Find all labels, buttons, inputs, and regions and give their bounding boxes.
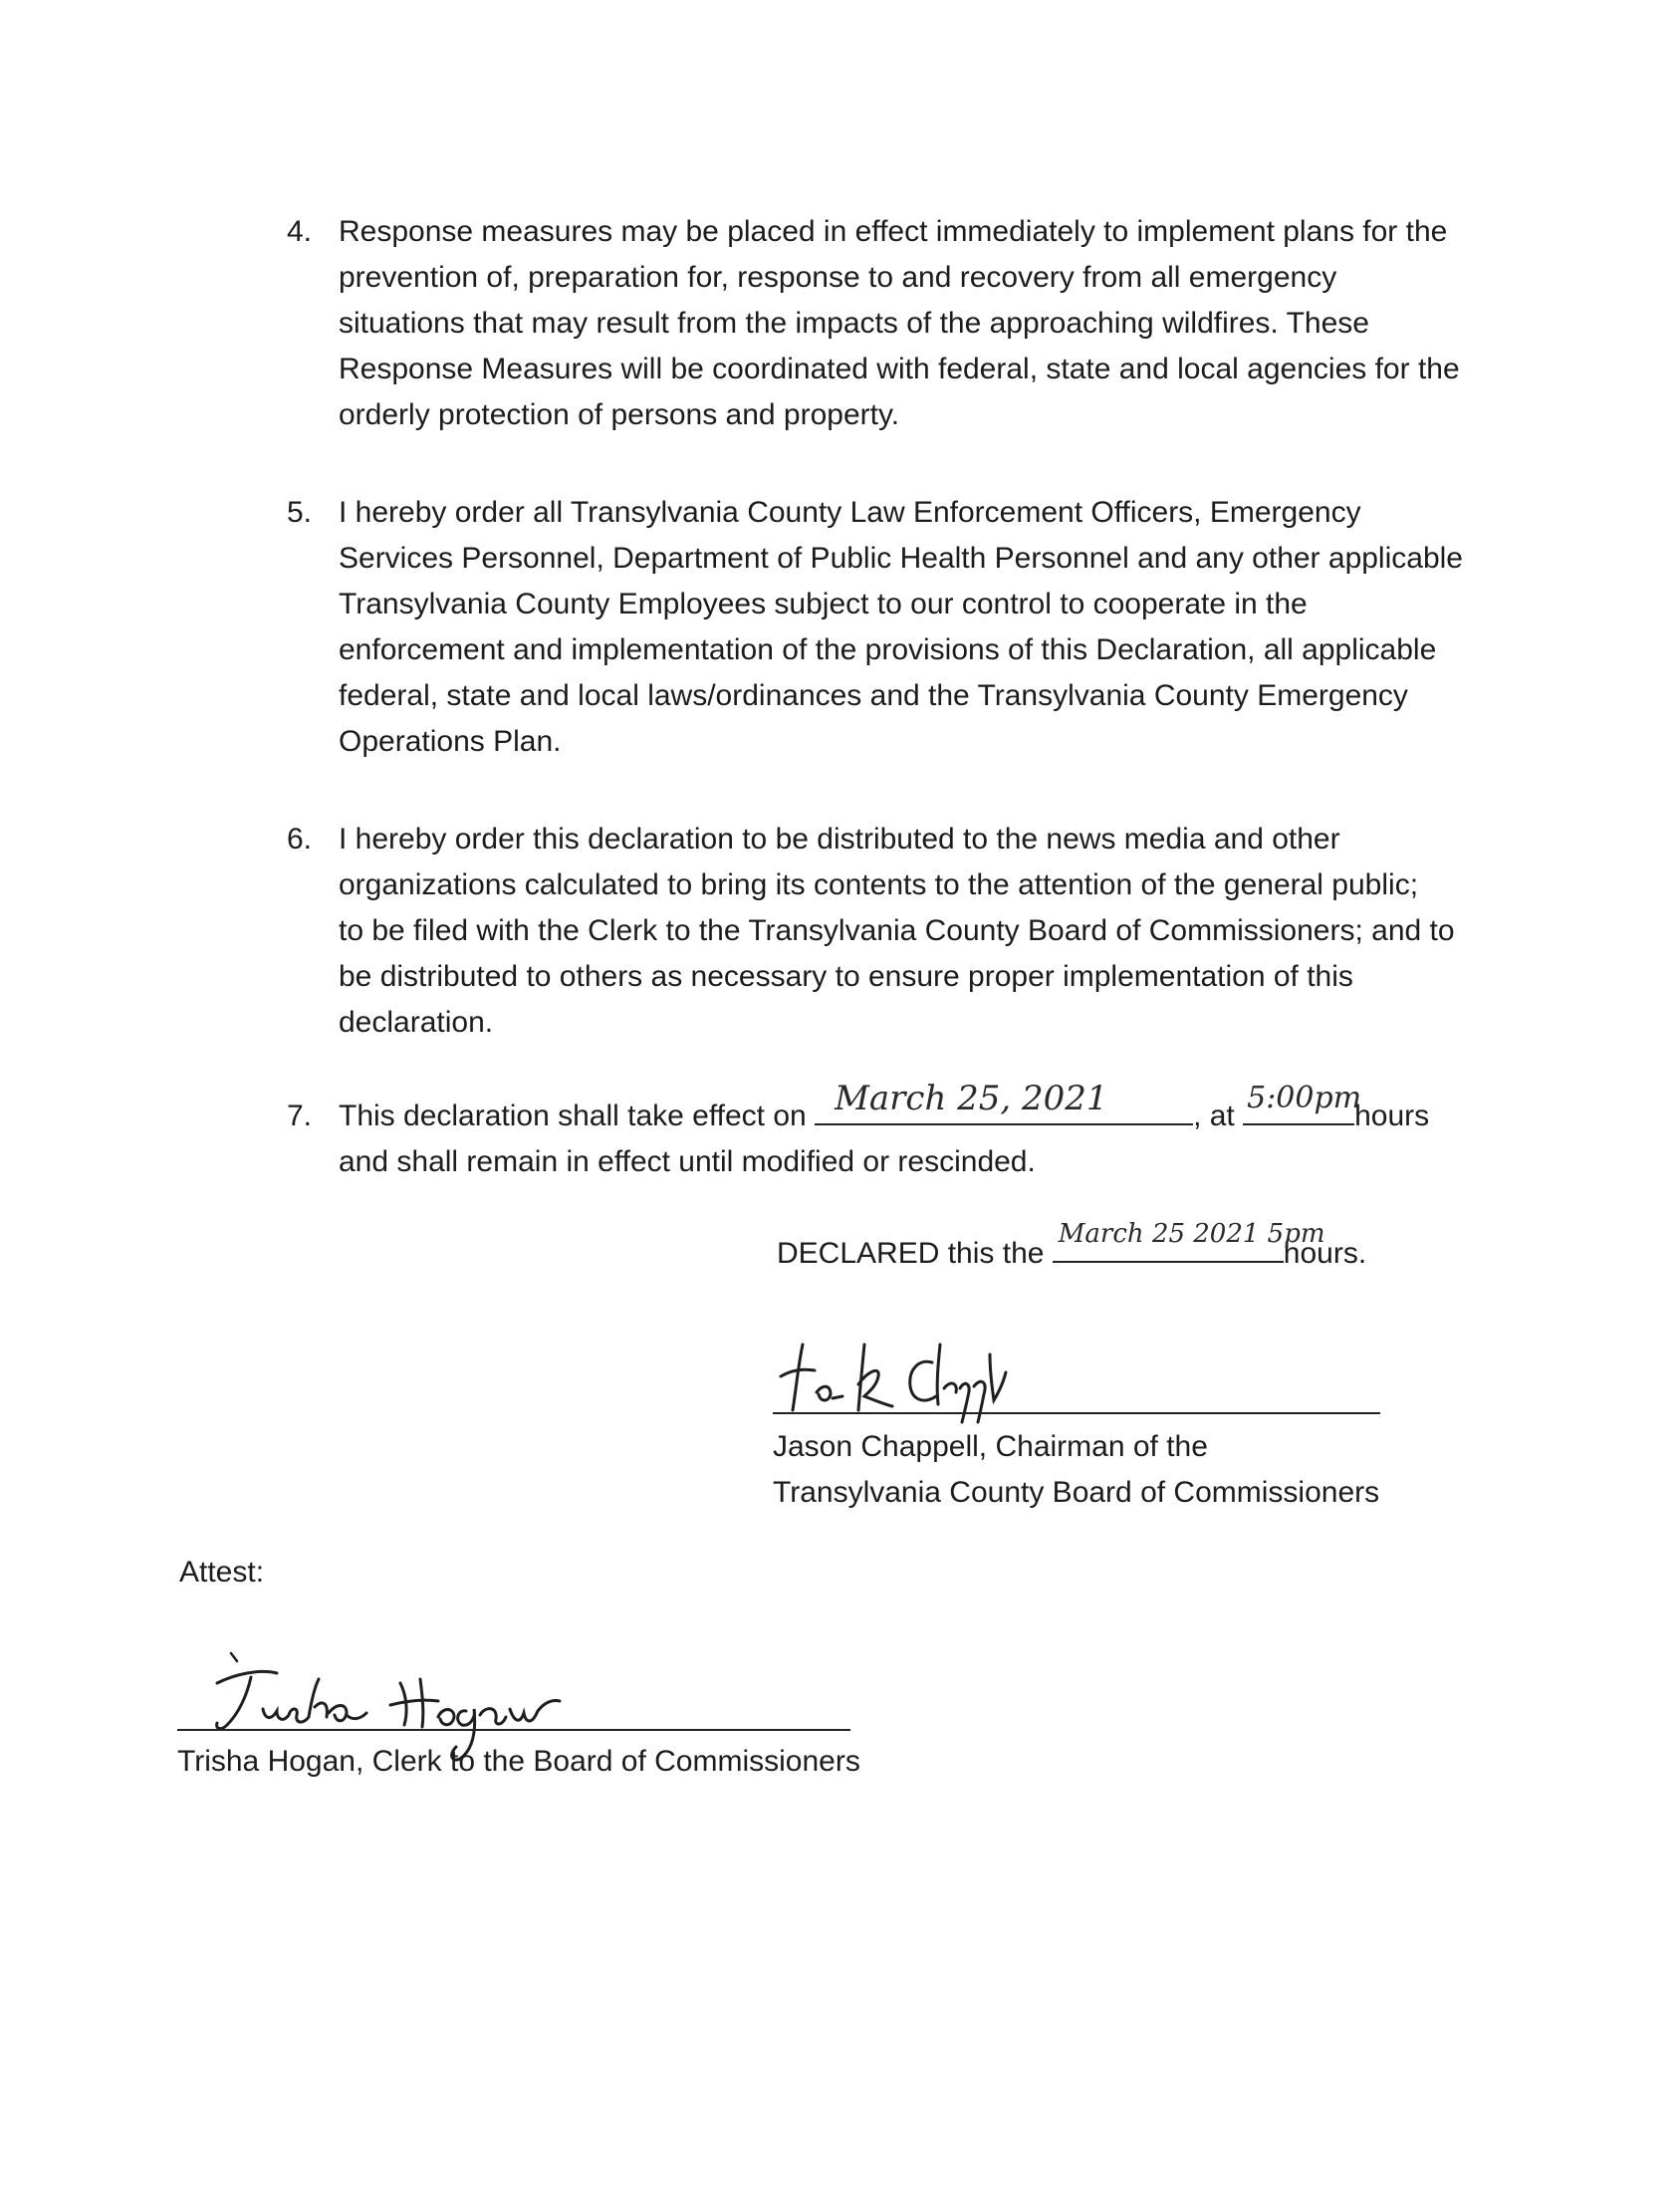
paragraph-line: enforcement and implementation of the provisions of this Declaration, all applicable — [339, 633, 1437, 666]
effective-time-field — [1243, 1081, 1362, 1125]
effective-date-line — [339, 1079, 1430, 1139]
paragraph-line: prevention of, preparation for, response to and recovery from all emergency — [339, 261, 1337, 294]
paragraph-line: I hereby order all Transylvania County Law Enforcement Officers, Emergency — [339, 496, 1361, 529]
paragraph-number: 4. — [287, 215, 313, 248]
effective-prefix: This declaration shall take effect on — [339, 1100, 807, 1132]
paragraph-line: I hereby order this declaration to be distributed to the news media and other — [339, 823, 1340, 856]
paragraph-line: declaration. — [339, 1006, 494, 1039]
clerk-signature-block — [177, 1633, 874, 1793]
attest-label: Attest: — [179, 1556, 265, 1589]
handwritten-declared: March 25 2021 5pm — [1058, 1219, 1325, 1249]
chairman-name: Jason Chappell, Chairman of the — [773, 1430, 1208, 1463]
paragraph-line: be distributed to others as necessary to ensure proper implementation of this — [339, 960, 1353, 993]
paragraph-line: Response Measures will be coordinated with federal, state and local agencies for the — [339, 353, 1460, 385]
declared-field — [1053, 1219, 1325, 1263]
clerk-name: Trisha Hogan, Clerk to the Board of Commissioners — [177, 1745, 860, 1778]
declared-prefix: DECLARED this the — [777, 1237, 1045, 1270]
paragraph-number: 5. — [287, 496, 313, 529]
chairman-signature-line — [773, 1412, 1380, 1414]
paragraph-line: Services Personnel, Department of Public Health Personnel and any other applicable — [339, 542, 1463, 575]
chairman-signature — [773, 1315, 1012, 1424]
effective-hours-text: hours — [1354, 1100, 1430, 1132]
clerk-signature-line — [177, 1729, 850, 1731]
paragraph-line: organizations calculated to bring its contents to the attention of the general public; — [339, 868, 1419, 901]
paragraph-line: Operations Plan. — [339, 725, 562, 758]
paragraph-number: 6. — [287, 823, 313, 856]
chairman-title: Transylvania County Board of Commissioners — [773, 1476, 1380, 1509]
paragraph-line: situations that may result from the impacts of the approaching wildfires. These — [339, 307, 1369, 340]
paragraph-line: Transylvania County Employees subject to our control to cooperate in the — [339, 588, 1308, 620]
paragraph-line: orderly protection of persons and property. — [339, 398, 900, 431]
effective-date-field — [815, 1079, 1193, 1125]
paragraph-line: Response measures may be placed in effect immediately to implement plans for the — [339, 215, 1448, 248]
effective-at-text: , at — [1193, 1100, 1235, 1132]
paragraph-line: federal, state and local laws/ordinances and the Transylvania County Emergency — [339, 679, 1408, 712]
effective-line-2: and shall remain in effect until modified or rescinded. — [339, 1145, 1036, 1178]
handwritten-time: 5:00pm — [1247, 1081, 1362, 1115]
paragraph-number: 7. — [287, 1100, 313, 1132]
paragraph-line: to be filed with the Clerk to the Transylvania County Board of Commissioners; and to — [339, 914, 1455, 947]
handwritten-date: March 25, 2021 — [835, 1079, 1108, 1118]
declared-suffix: hours. — [1283, 1237, 1367, 1270]
declared-line — [777, 1219, 1367, 1277]
